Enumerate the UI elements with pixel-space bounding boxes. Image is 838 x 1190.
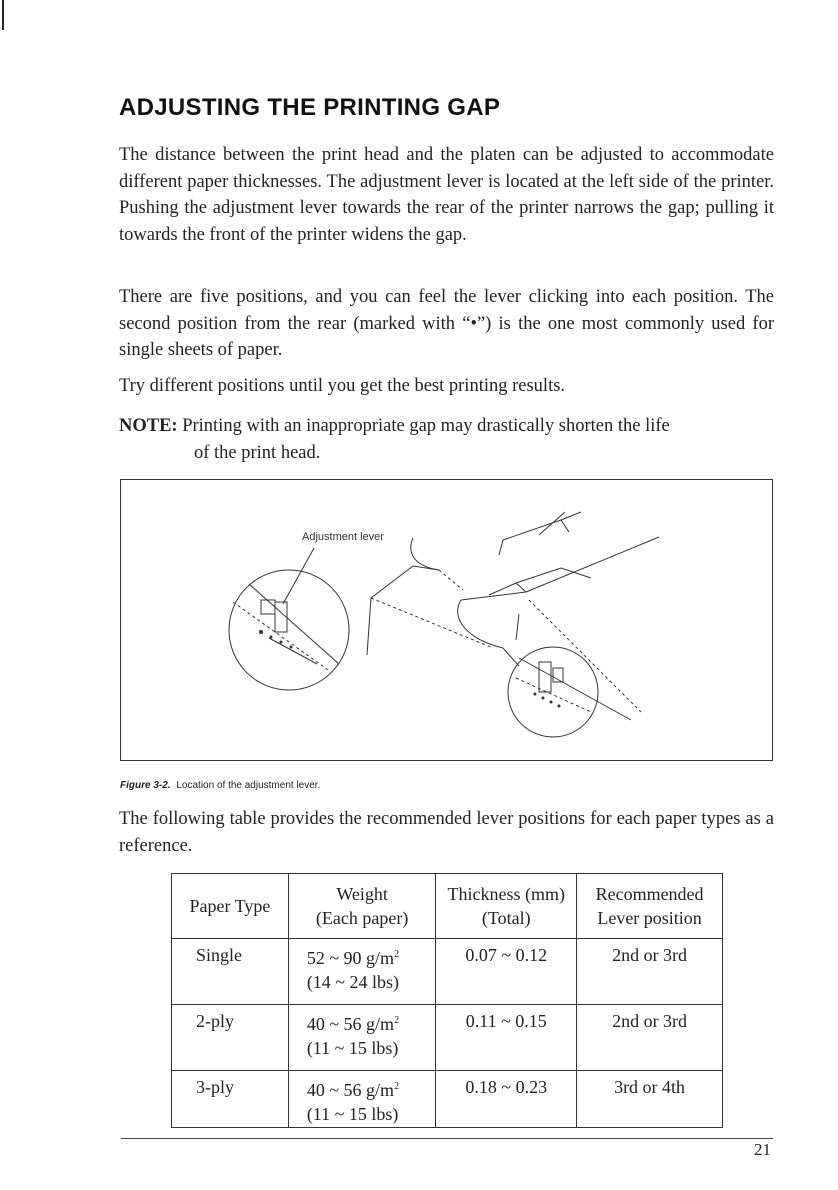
cell-lever-position: 2nd or 3rd	[577, 939, 723, 1005]
cell-lever-position: 3rd or 4th	[577, 1071, 723, 1128]
paragraph-gap-description: The distance between the print head and the platen can be adjusted to accommodate different paper thicknesses. The adjustment lever is located at the left side of the printer. Pushing the adjustment lever towards the rear of the printer narrows the gap; pulling it towards the front of the printer widens the gap.	[119, 145, 774, 245]
cell-thickness: 0.18 ~ 0.23	[436, 1071, 577, 1128]
cell-thickness: 0.07 ~ 0.12	[436, 939, 577, 1005]
cell-paper-type: 3-ply	[172, 1071, 289, 1128]
leader-line	[283, 548, 314, 604]
paragraph-positions: There are five positions, and you can feel the lever clicking into each position. The second position from the rear (marked with “•”) is the one most commonly used for single sheets of paper.	[119, 287, 774, 360]
lever-detail-right	[516, 658, 631, 720]
cell-weight: 52 ~ 90 $g/m^2$ (14 ~ 24 lbs)	[288, 939, 436, 1005]
note-text-line2: of the print head.	[194, 442, 321, 463]
table-row	[172, 939, 723, 1005]
figure-caption	[120, 780, 320, 791]
cell-weight: 40 ~ 56 $g/m^2$ (11 ~ 15 lbs)	[288, 1005, 436, 1071]
page-number: 21	[754, 1140, 771, 1159]
cell-paper-type: 2-ply	[172, 1005, 289, 1071]
header-thickness: Thickness (mm) (Total)	[436, 874, 577, 939]
note-block	[119, 413, 774, 466]
table-header-row	[172, 874, 723, 939]
header-weight: Weight (Each paper)	[288, 874, 436, 939]
figure-label-adjustment-lever: Adjustment lever	[302, 531, 384, 543]
lever-detail-left	[233, 584, 339, 672]
header-recommended: Recommended Lever position	[577, 874, 723, 939]
lever-position-marks-left	[259, 630, 293, 649]
table-row	[172, 1005, 723, 1071]
cell-paper-type: Single	[172, 939, 289, 1005]
footer-rule	[121, 1138, 773, 1139]
cell-weight: 40 ~ 56 $g/m^2$ (11 ~ 15 lbs)	[288, 1071, 436, 1128]
printer-body	[367, 512, 659, 712]
note-text-line1: Printing with an inappropriate gap may drastically shorten the life	[182, 416, 670, 436]
cell-thickness: 0.11 ~ 0.15	[436, 1005, 577, 1071]
figure-caption-text: Location of the adjustment lever.	[176, 780, 321, 791]
printer-illustration	[121, 480, 772, 760]
header-paper-type: Paper Type	[172, 874, 289, 939]
magnifier-circle-right	[508, 647, 598, 737]
lever-position-table	[171, 873, 723, 1128]
lever-position-marks-right	[534, 693, 561, 708]
paragraph-table-intro: The following table provides the recommended lever positions for each paper types as a reference.	[119, 809, 774, 856]
figure-adjustment-lever	[120, 479, 773, 761]
section-heading: ADJUSTING THE PRINTING GAP	[119, 94, 501, 121]
cell-lever-position: 2nd or 3rd	[577, 1005, 723, 1071]
figure-caption-number: Figure 3-2.	[120, 780, 171, 791]
scan-edge-mark	[2, 0, 4, 30]
note-label: NOTE:	[119, 416, 178, 436]
table-row	[172, 1071, 723, 1128]
paragraph-try-positions: Try different positions until you get the best printing results.	[119, 376, 566, 396]
